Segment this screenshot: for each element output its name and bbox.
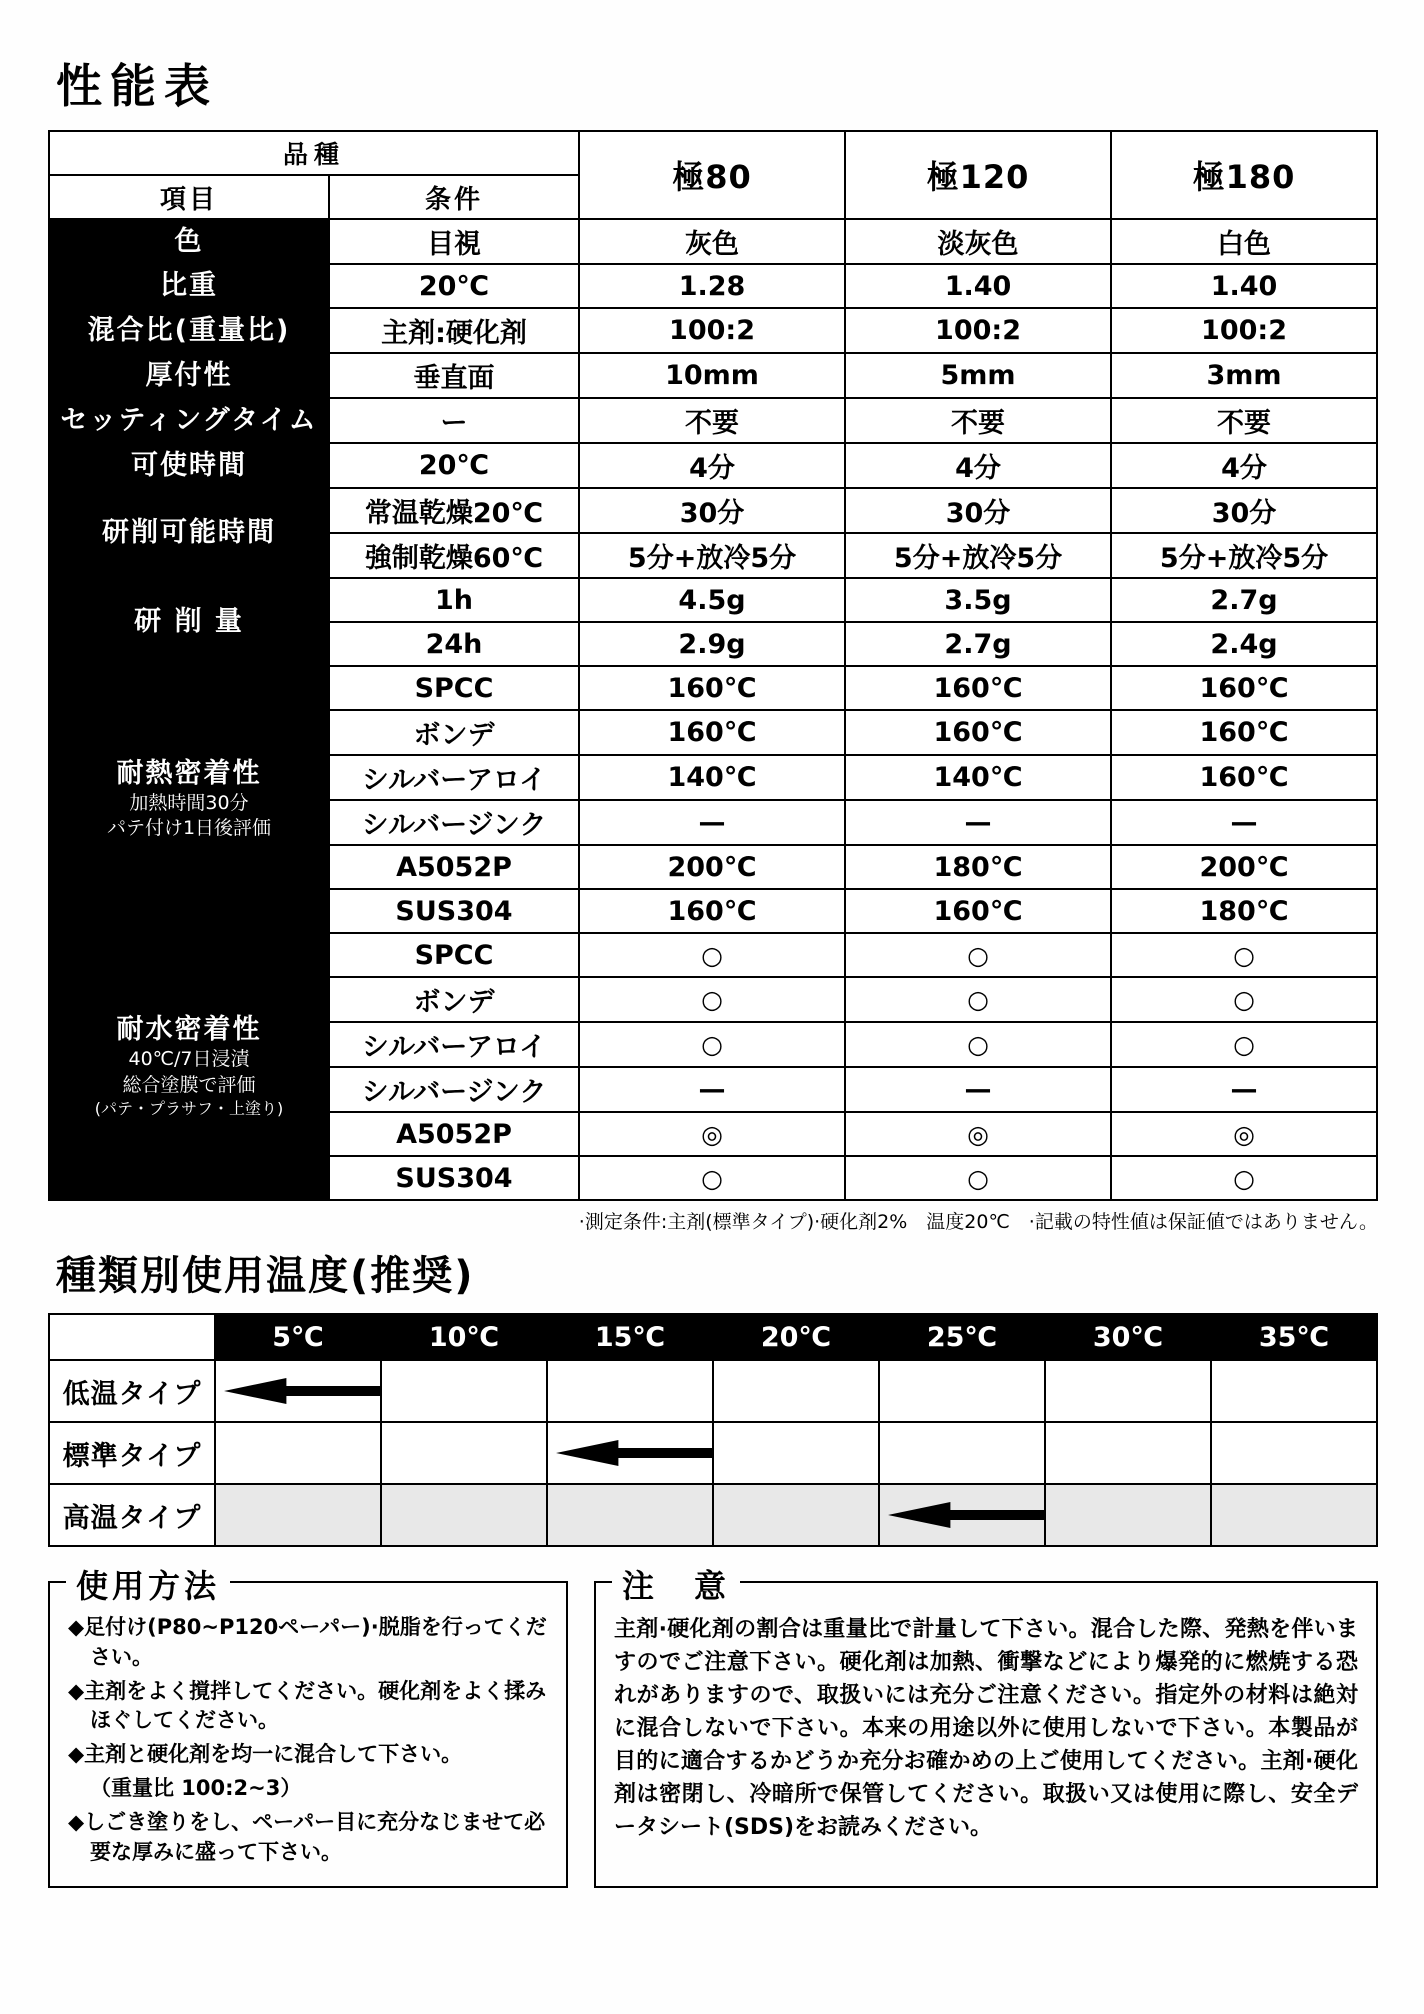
- row-condition: シルバーアロイ: [329, 1022, 579, 1067]
- temp-cell: [713, 1422, 879, 1484]
- row-condition: SUS304: [329, 889, 579, 933]
- row-value-2: 淡灰色: [845, 219, 1111, 264]
- performance-table: [48, 130, 1378, 1201]
- row-value-2: ○: [845, 977, 1111, 1022]
- temp-column-header-6: 30℃: [1045, 1314, 1211, 1360]
- temp-cell: [713, 1484, 879, 1546]
- row-value-1: ○: [579, 1156, 845, 1200]
- row-value-2: ○: [845, 933, 1111, 977]
- temp-cell: [547, 1484, 713, 1546]
- row-value-2: 180℃: [845, 845, 1111, 889]
- temp-cell: [215, 1360, 381, 1422]
- row-label: 混合比(重量比): [49, 308, 329, 353]
- table-row: [49, 666, 1377, 710]
- row-value-1: ◎: [579, 1112, 845, 1156]
- header-hinshu: 品種: [49, 131, 579, 175]
- row-value-2: 30分: [845, 488, 1111, 533]
- table-row: [49, 219, 1377, 264]
- temp-corner-cell: [49, 1314, 215, 1360]
- row-value-2: 140℃: [845, 755, 1111, 800]
- row-condition: シルバーアロイ: [329, 755, 579, 800]
- row-value-3: 不要: [1111, 398, 1377, 443]
- row-value-3: 3mm: [1111, 353, 1377, 398]
- header-product-2: 極120: [845, 131, 1111, 219]
- row-label: 比重: [49, 264, 329, 308]
- temp-row: [49, 1422, 1377, 1484]
- row-group-label: 耐水密着性 40℃/7日浸漬 総合塗膜で評価 (パテ・プラサフ・上塗り): [49, 933, 329, 1200]
- row-value-3: 2.7g: [1111, 578, 1377, 622]
- bottom-boxes: [48, 1567, 1378, 1888]
- temp-cell: [1211, 1360, 1377, 1422]
- table-row: [49, 353, 1377, 398]
- row-condition: シルバージンク: [329, 800, 579, 845]
- table-row: [49, 443, 1377, 488]
- temp-cell: [215, 1484, 381, 1546]
- row-condition: 強制乾燥60℃: [329, 533, 579, 578]
- row-value-3: —: [1111, 1067, 1377, 1112]
- usage-item: （重量比 100:2~3）: [90, 1776, 302, 1801]
- row-value-2: —: [845, 800, 1111, 845]
- row-value-1: 140℃: [579, 755, 845, 800]
- row-value-2: 4分: [845, 443, 1111, 488]
- temp-cell: [215, 1422, 381, 1484]
- temp-column-header-3: 15℃: [547, 1314, 713, 1360]
- notice-legend: 注 意: [612, 1561, 740, 1607]
- table-row: [49, 488, 1377, 533]
- row-condition: 20℃: [329, 443, 579, 488]
- table-row: [49, 264, 1377, 308]
- temp-row-label: 標準タイプ: [49, 1422, 215, 1484]
- row-value-3: 30分: [1111, 488, 1377, 533]
- row-value-3: 1.40: [1111, 264, 1377, 308]
- row-value-1: —: [579, 1067, 845, 1112]
- row-value-3: ◎: [1111, 1112, 1377, 1156]
- row-label: 色: [49, 219, 329, 264]
- row-condition: ー: [329, 398, 579, 443]
- row-condition: 目視: [329, 219, 579, 264]
- row-label: セッティングタイム: [49, 398, 329, 443]
- row-value-1: ○: [579, 977, 845, 1022]
- row-value-3: 2.4g: [1111, 622, 1377, 666]
- row-condition: ボンデ: [329, 977, 579, 1022]
- row-value-3: 180℃: [1111, 889, 1377, 933]
- row-condition: ボンデ: [329, 710, 579, 755]
- row-value-2: 160℃: [845, 710, 1111, 755]
- row-condition: A5052P: [329, 1112, 579, 1156]
- row-value-2: 160℃: [845, 889, 1111, 933]
- row-value-2: ○: [845, 1156, 1111, 1200]
- usage-box: [48, 1567, 568, 1888]
- row-value-3: 200℃: [1111, 845, 1377, 889]
- row-value-1: 4分: [579, 443, 845, 488]
- row-value-2: 160℃: [845, 666, 1111, 710]
- header-item: 項目: [49, 175, 329, 219]
- page-title: 性能表: [56, 59, 218, 113]
- row-value-3: ○: [1111, 1156, 1377, 1200]
- row-condition: シルバージンク: [329, 1067, 579, 1112]
- row-value-3: 100:2: [1111, 308, 1377, 353]
- row-value-3: —: [1111, 800, 1377, 845]
- row-value-3: 160℃: [1111, 710, 1377, 755]
- row-value-3: 5分+放冷5分: [1111, 533, 1377, 578]
- measurement-footnote: ·測定条件:主剤(標準タイプ)·硬化剤2% 温度20℃ ·記載の特性値は保証値ではありません。: [578, 1211, 1378, 1233]
- temp-cell: [713, 1360, 879, 1422]
- row-value-1: 100:2: [579, 308, 845, 353]
- row-label: 厚付性: [49, 353, 329, 398]
- temp-cell: [1211, 1422, 1377, 1484]
- row-value-1: 不要: [579, 398, 845, 443]
- row-value-2: ◎: [845, 1112, 1111, 1156]
- temp-header-row: [49, 1314, 1377, 1360]
- usage-item: ◆主剤と硬化剤を均一に混合して下さい。: [68, 1742, 463, 1767]
- temp-cell: [381, 1484, 547, 1546]
- row-value-1: ○: [579, 933, 845, 977]
- temp-column-header-2: 10℃: [381, 1314, 547, 1360]
- row-value-3: ○: [1111, 933, 1377, 977]
- row-value-2: 5mm: [845, 353, 1111, 398]
- row-condition: A5052P: [329, 845, 579, 889]
- notice-box: [594, 1567, 1378, 1888]
- temp-cell: [1211, 1484, 1377, 1546]
- notice-text: 主剤·硬化剤の割合は重量比で計量して下さい。混合した際、発熱を伴いますのでご注意下さい。硬化剤は加熱、衝撃などにより爆発的に燃焼する恐れがありますので、取扱いには充分ご注意ください。指定外の材料は絶対に混合しないで下さい。本来の用途以外に使用しないで下さい。本製品が目的に適合するかどうか充分お確かめの上ご使用してください。主剤·硬化剤は密閉し、冷暗所で保管してください。取扱い又は使用に際し、安全データシート(SDS)をお読みください。: [614, 1617, 1358, 1840]
- row-value-1: 5分+放冷5分: [579, 533, 845, 578]
- row-value-1: ○: [579, 1022, 845, 1067]
- row-value-3: ○: [1111, 1022, 1377, 1067]
- header-condition: 条件: [329, 175, 579, 219]
- temp-row: [49, 1484, 1377, 1546]
- row-value-1: 200℃: [579, 845, 845, 889]
- temp-cell: [547, 1422, 713, 1484]
- usage-item: ◆主剤をよく撹拌してください。硬化剤をよく揉みほぐしてください。: [68, 1678, 547, 1733]
- row-condition: SPCC: [329, 666, 579, 710]
- row-value-2: 5分+放冷5分: [845, 533, 1111, 578]
- row-condition: 24h: [329, 622, 579, 666]
- row-value-1: 2.9g: [579, 622, 845, 666]
- row-value-2: 不要: [845, 398, 1111, 443]
- table-row: [49, 933, 1377, 977]
- temp-cell: [879, 1422, 1045, 1484]
- temp-cell: [381, 1360, 547, 1422]
- row-value-1: 160℃: [579, 666, 845, 710]
- row-value-1: 160℃: [579, 710, 845, 755]
- temp-row-label: 高温タイプ: [49, 1484, 215, 1546]
- row-value-3: 白色: [1111, 219, 1377, 264]
- row-value-2: 100:2: [845, 308, 1111, 353]
- temp-row-label: 低温タイプ: [49, 1360, 215, 1422]
- row-group-label: 研削可能時間: [49, 488, 329, 578]
- temperature-section-title: 種類別使用温度(推奨): [56, 1253, 475, 1299]
- row-value-1: 1.28: [579, 264, 845, 308]
- row-condition: 垂直面: [329, 353, 579, 398]
- temp-cell: [1045, 1484, 1211, 1546]
- row-value-1: 灰色: [579, 219, 845, 264]
- temp-row: [49, 1360, 1377, 1422]
- temp-cell: [381, 1422, 547, 1484]
- row-value-2: 2.7g: [845, 622, 1111, 666]
- row-group-label: 耐熱密着性 加熱時間30分 パテ付け1日後評価: [49, 666, 329, 933]
- row-value-2: —: [845, 1067, 1111, 1112]
- temperature-chart-table: [48, 1313, 1378, 1547]
- row-condition: SUS304: [329, 1156, 579, 1200]
- table-row: [49, 308, 1377, 353]
- row-value-3: ○: [1111, 977, 1377, 1022]
- row-label: 可使時間: [49, 443, 329, 488]
- temp-cell: [1045, 1360, 1211, 1422]
- row-condition: 常温乾燥20℃: [329, 488, 579, 533]
- temp-column-header-4: 20℃: [713, 1314, 879, 1360]
- header-product-3: 極180: [1111, 131, 1377, 219]
- table-row: [49, 398, 1377, 443]
- row-value-3: 160℃: [1111, 666, 1377, 710]
- temp-column-header-1: 5℃: [215, 1314, 381, 1360]
- table-row: [49, 578, 1377, 622]
- row-value-1: 4.5g: [579, 578, 845, 622]
- row-value-2: ○: [845, 1022, 1111, 1067]
- usage-list: [68, 1613, 548, 1868]
- usage-legend: 使用方法: [66, 1561, 230, 1607]
- row-value-1: —: [579, 800, 845, 845]
- row-value-2: 3.5g: [845, 578, 1111, 622]
- row-value-3: 4分: [1111, 443, 1377, 488]
- temp-cell: [879, 1360, 1045, 1422]
- usage-item: ◆足付け(P80~P120ペーパー)·脱脂を行ってください。: [68, 1615, 547, 1669]
- temp-cell: [1045, 1422, 1211, 1484]
- row-value-3: 160℃: [1111, 755, 1377, 800]
- row-value-1: 160℃: [579, 889, 845, 933]
- row-condition: 1h: [329, 578, 579, 622]
- temp-cell: [547, 1360, 713, 1422]
- temp-cell: [879, 1484, 1045, 1546]
- row-value-2: 1.40: [845, 264, 1111, 308]
- row-value-1: 30分: [579, 488, 845, 533]
- temp-column-header-7: 35℃: [1211, 1314, 1377, 1360]
- row-group-label: 研 削 量: [49, 578, 329, 666]
- row-condition: SPCC: [329, 933, 579, 977]
- row-value-1: 10mm: [579, 353, 845, 398]
- header-product-1: 極80: [579, 131, 845, 219]
- usage-item: ◆しごき塗りをし、ペーパー目に充分なじませて必要な厚みに盛って下さい。: [68, 1809, 546, 1864]
- temp-column-header-5: 25℃: [879, 1314, 1045, 1360]
- table-header-row-hinshu: [49, 131, 1377, 175]
- row-condition: 主剤:硬化剤: [329, 308, 579, 353]
- row-condition: 20℃: [329, 264, 579, 308]
